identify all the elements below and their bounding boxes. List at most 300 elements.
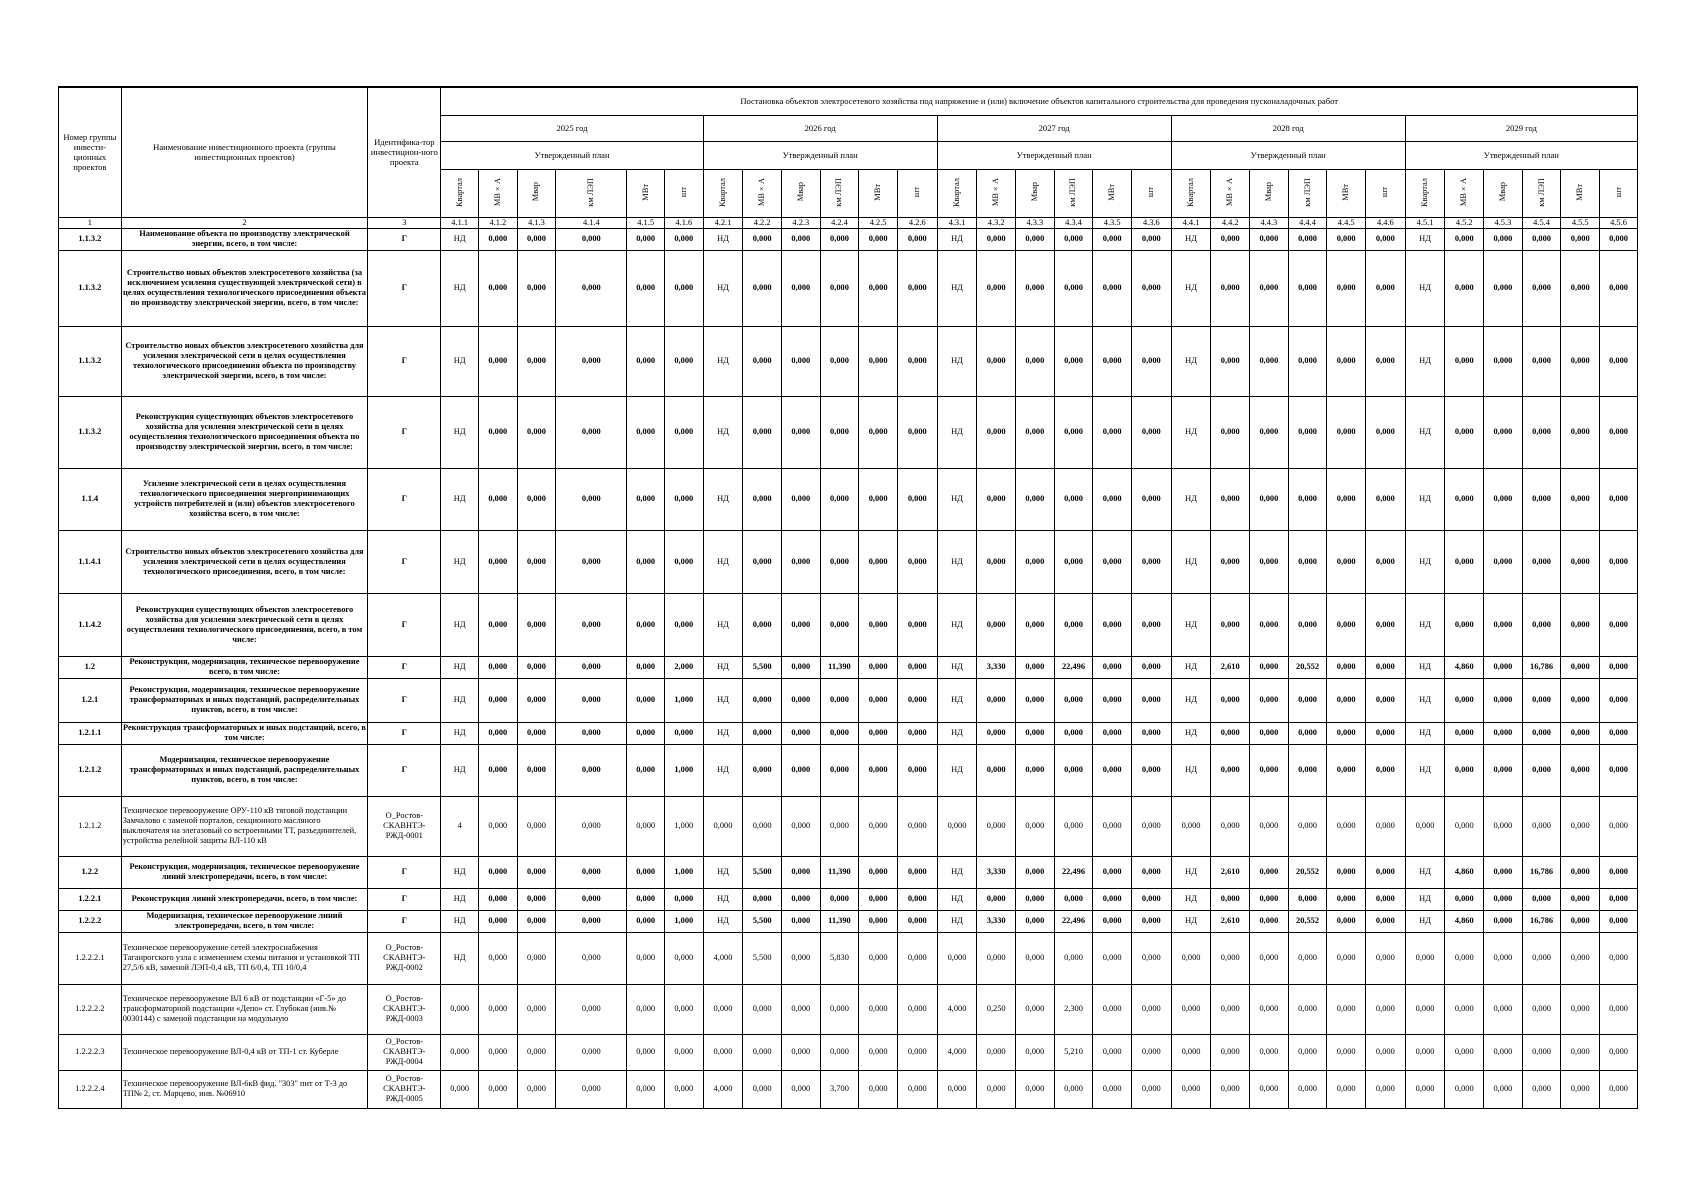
row-value: 0,000	[703, 796, 743, 856]
row-value: 0,000	[1016, 796, 1055, 856]
header-unit-label: МВт	[1107, 183, 1117, 201]
row-value: 0,000	[1054, 744, 1093, 796]
row-value: 0,000	[743, 678, 782, 722]
header-unit-1-0	[703, 169, 743, 217]
row-value: 0,000	[517, 530, 556, 593]
row-value: НД	[1171, 656, 1211, 678]
header-unit-label: МВ×А	[991, 177, 1001, 207]
row-value: 0,000	[859, 468, 898, 530]
row-value: 0,000	[664, 932, 703, 984]
row-value: 0,000	[1171, 984, 1211, 1034]
row-value: НД	[703, 910, 743, 932]
row-value: НД	[703, 744, 743, 796]
row-value: 0,000	[781, 1070, 820, 1108]
row-value: 0,000	[478, 678, 517, 722]
column-number: 4.5.3	[1484, 217, 1523, 228]
row-value: 4,000	[937, 1034, 977, 1070]
row-project-name: Реконструкция, модернизация, техническое перевооружение всего, в том числе:	[121, 656, 368, 678]
row-number: 1.2.2.2.1	[59, 932, 122, 984]
row-value: 0,000	[1561, 888, 1600, 910]
row-identifier: О_Ростов-СКАВНТЭ-РЖД-0001	[368, 796, 441, 856]
row-value: 0,000	[478, 396, 517, 468]
row-value: 0,000	[1093, 396, 1132, 468]
row-value: 0,000	[820, 796, 859, 856]
row-value: 20,552	[1288, 910, 1327, 932]
row-value: НД	[703, 396, 743, 468]
row-value: 0,000	[1484, 744, 1523, 796]
row-value: 0,000	[743, 250, 782, 326]
row-value: 0,000	[1093, 468, 1132, 530]
header-unit-label: Квартал	[717, 177, 727, 207]
row-value: 0,000	[1484, 326, 1523, 396]
row-value: НД	[937, 593, 977, 656]
row-value: 0,000	[1250, 888, 1289, 910]
header-unit-0-0	[441, 169, 479, 217]
row-value: НД	[441, 228, 479, 250]
row-value: НД	[441, 856, 479, 888]
row-value: 0,000	[664, 228, 703, 250]
row-value: 0,000	[1211, 984, 1250, 1034]
row-value: 0,000	[859, 326, 898, 396]
row-value: 0,000	[1484, 530, 1523, 593]
row-value: 2,610	[1211, 656, 1250, 678]
row-value: 0,000	[1093, 888, 1132, 910]
header-unit-2-0	[937, 169, 977, 217]
row-value: 0,000	[1327, 656, 1366, 678]
row-value: 0,000	[627, 326, 665, 396]
row-value: 1,000	[664, 856, 703, 888]
row-value: 0,000	[977, 678, 1016, 722]
row-value: 0,000	[859, 530, 898, 593]
header-unit-label: км ЛЭП	[586, 177, 596, 207]
row-value: 0,000	[627, 530, 665, 593]
column-number: 4.5.5	[1561, 217, 1600, 228]
column-number: 4.4.4	[1288, 217, 1327, 228]
row-value: 0,000	[1211, 396, 1250, 468]
row-value: 0,000	[859, 856, 898, 888]
row-value: 0,000	[859, 1034, 898, 1070]
row-value: 0,000	[1327, 910, 1366, 932]
row-value: 0,000	[1366, 744, 1406, 796]
column-number: 4.4.2	[1211, 217, 1250, 228]
row-value: 0,000	[556, 228, 627, 250]
column-number: 1	[59, 217, 122, 228]
row-value: 0,000	[1600, 593, 1638, 656]
row-value: 0,000	[556, 530, 627, 593]
investment-table-sheet	[58, 86, 1638, 1109]
row-project-name: Техническое перевооружение ВЛ-6кВ фид. "303" пит от Т-3 до ТП№ 2, ст. Марцево, инв. №06910	[121, 1070, 368, 1108]
row-identifier: Г	[368, 856, 441, 888]
row-value: 0,000	[1250, 250, 1289, 326]
header-unit-label: шт	[1146, 186, 1156, 198]
table-row	[59, 856, 1638, 888]
row-value: 0,000	[977, 1070, 1016, 1108]
row-value: 0,000	[664, 530, 703, 593]
row-value: 0,000	[1561, 530, 1600, 593]
table-row	[59, 888, 1638, 910]
row-value: 0,000	[627, 744, 665, 796]
row-value: 0,000	[478, 326, 517, 396]
row-value: 0,000	[1484, 250, 1523, 326]
row-value: 0,000	[517, 678, 556, 722]
row-value: 0,000	[1131, 678, 1171, 722]
row-value: 0,000	[1093, 228, 1132, 250]
row-value: 0,000	[627, 984, 665, 1034]
row-value: НД	[1405, 396, 1445, 468]
row-value: 2,000	[664, 656, 703, 678]
row-value: 0,000	[1016, 722, 1055, 744]
row-value: 0,000	[820, 593, 859, 656]
row-value: 0,000	[1016, 326, 1055, 396]
row-value: 4,000	[937, 984, 977, 1034]
row-value: 0,000	[1600, 250, 1638, 326]
row-value: 0,000	[1016, 396, 1055, 468]
row-value: 5,210	[1054, 1034, 1093, 1070]
row-value: 0,000	[781, 250, 820, 326]
table-row	[59, 396, 1638, 468]
header-unit-label: МВт	[1341, 183, 1351, 201]
row-value: 0,000	[820, 468, 859, 530]
table-row	[59, 250, 1638, 326]
row-value: 0,000	[743, 468, 782, 530]
row-value: НД	[1171, 722, 1211, 744]
row-value: 0,000	[517, 796, 556, 856]
column-number: 4.3.4	[1054, 217, 1093, 228]
row-value: 0,000	[441, 1070, 479, 1108]
row-value: 0,000	[859, 932, 898, 984]
row-value: 0,000	[478, 1034, 517, 1070]
column-number: 4.2.2	[743, 217, 782, 228]
row-value: НД	[1405, 856, 1445, 888]
row-value: 0,000	[1093, 910, 1132, 932]
row-value: 0,000	[977, 468, 1016, 530]
row-number: 1.1.4	[59, 468, 122, 530]
row-number: 1.2.2.2.2	[59, 984, 122, 1034]
row-value: 0,000	[1522, 796, 1561, 856]
row-value: 0,000	[664, 722, 703, 744]
row-value: 0,000	[1561, 856, 1600, 888]
table-row	[59, 530, 1638, 593]
row-project-name: Техническое перевооружение ОРУ-110 кВ тяговой подстанции Замчалово с заменой порталов, секционного масляного выключателя на элегазовый со встроенными ТТ, разъединителей, устройства релейной защиты ВЛ-110 кВ	[121, 796, 368, 856]
row-value: 0,000	[1561, 910, 1600, 932]
row-value: 0,000	[1405, 796, 1445, 856]
row-value: 0,000	[1250, 1070, 1289, 1108]
row-value: 0,000	[1327, 326, 1366, 396]
row-project-name: Строительство новых объектов электросетевого хозяйства для усиления электрической сети в целях осуществления технологического присоединения, всего, в том числе:	[121, 530, 368, 593]
row-number: 1.2.1.1	[59, 722, 122, 744]
row-value: 0,000	[1484, 228, 1523, 250]
row-value: 2,610	[1211, 910, 1250, 932]
header-unit-2-3	[1054, 169, 1093, 217]
row-value: 0,000	[1131, 744, 1171, 796]
row-value: 0,000	[820, 744, 859, 796]
row-value: 0,000	[478, 744, 517, 796]
header-unit-label: МВ×А	[1225, 177, 1235, 207]
row-project-name: Реконструкция существующих объектов электросетевого хозяйства для усиления электрической сети в целях осуществления технологического присоединения объекта по производству электрической энергии, всего, в том числе:	[121, 396, 368, 468]
row-value: 0,250	[977, 984, 1016, 1034]
row-value: 0,000	[1366, 910, 1406, 932]
row-number: 1.2.2.1	[59, 888, 122, 910]
row-value: 0,000	[1484, 722, 1523, 744]
row-value: 0,000	[1131, 1034, 1171, 1070]
row-value: 4,860	[1445, 856, 1484, 888]
row-value: 0,000	[859, 250, 898, 326]
header-year-3: 2028 год	[1171, 115, 1405, 141]
row-value: 0,000	[627, 228, 665, 250]
row-value: 0,000	[1445, 468, 1484, 530]
row-value: 0,000	[897, 1034, 937, 1070]
row-value: 0,000	[1484, 932, 1523, 984]
row-value: НД	[1171, 856, 1211, 888]
row-value: 0,000	[1250, 396, 1289, 468]
row-value: 0,000	[977, 593, 1016, 656]
table-row	[59, 744, 1638, 796]
row-value: 0,000	[897, 910, 937, 932]
header-unit-label: Мвар	[531, 182, 541, 202]
row-value: НД	[1171, 468, 1211, 530]
row-value: 0,000	[1211, 1034, 1250, 1070]
header-unit-3-3	[1288, 169, 1327, 217]
header-unit-0-1	[478, 169, 517, 217]
row-value: НД	[441, 744, 479, 796]
row-value: НД	[1171, 326, 1211, 396]
row-number: 1.2.1	[59, 678, 122, 722]
row-value: 0,000	[1054, 932, 1093, 984]
row-value: НД	[703, 530, 743, 593]
header-main-title: Постановка объектов электросетевого хозяйства под напряжение и (или) включение объектов капитального строительства для проведения пусконаладочных работ	[441, 87, 1638, 115]
row-identifier: Г	[368, 593, 441, 656]
column-number: 4.1.4	[556, 217, 627, 228]
row-value: 0,000	[517, 856, 556, 888]
row-value: 0,000	[517, 722, 556, 744]
row-value: 0,000	[977, 744, 1016, 796]
row-value: 0,000	[743, 396, 782, 468]
row-identifier: Г	[368, 530, 441, 593]
row-value: 0,000	[1600, 1070, 1638, 1108]
header-year-2: 2027 год	[937, 115, 1171, 141]
row-value: 0,000	[781, 396, 820, 468]
row-number: 1.2	[59, 656, 122, 678]
header-unit-label: шт	[1380, 186, 1390, 198]
row-value: НД	[1171, 228, 1211, 250]
row-value: 0,000	[897, 228, 937, 250]
row-project-name: Реконструкция линий электропередачи, всего, в том числе:	[121, 888, 368, 910]
column-number: 3	[368, 217, 441, 228]
row-value: 0,000	[1484, 1070, 1523, 1108]
row-value: 0,000	[1366, 326, 1406, 396]
header-unit-label: МВ×А	[757, 177, 767, 207]
row-value: 0,000	[1250, 984, 1289, 1034]
row-value: 0,000	[556, 678, 627, 722]
header-unit-2-4	[1093, 169, 1132, 217]
row-value: 0,000	[1327, 593, 1366, 656]
row-value: 0,000	[1561, 796, 1600, 856]
row-value: 0,000	[556, 396, 627, 468]
row-value: 0,000	[1054, 722, 1093, 744]
row-value: 0,000	[1522, 888, 1561, 910]
row-value: 0,000	[1288, 678, 1327, 722]
column-number-row	[59, 217, 1638, 228]
row-value: НД	[1171, 396, 1211, 468]
row-value: 0,000	[627, 1070, 665, 1108]
row-value: 0,000	[1288, 1034, 1327, 1070]
row-value: 0,000	[977, 1034, 1016, 1070]
row-value: НД	[703, 722, 743, 744]
row-value: НД	[441, 722, 479, 744]
row-value: 0,000	[1366, 796, 1406, 856]
header-unit-label: шт	[1613, 186, 1623, 198]
row-value: 0,000	[781, 888, 820, 910]
row-value: 0,000	[1211, 744, 1250, 796]
row-value: 0,000	[1288, 396, 1327, 468]
column-number: 4.3.6	[1131, 217, 1171, 228]
row-value: 0,000	[1366, 722, 1406, 744]
row-value: 0,000	[1445, 984, 1484, 1034]
row-value: 0,000	[859, 888, 898, 910]
column-number: 4.5.6	[1600, 217, 1638, 228]
header-unit-2-5	[1131, 169, 1171, 217]
row-value: 0,000	[478, 656, 517, 678]
row-value: 0,000	[1171, 932, 1211, 984]
row-value: 0,000	[1600, 396, 1638, 468]
row-value: 0,000	[1561, 1070, 1600, 1108]
row-value: 0,000	[1211, 932, 1250, 984]
row-value: 0,000	[517, 932, 556, 984]
row-value: 0,000	[897, 326, 937, 396]
header-unit-label: км ЛЭП	[1302, 177, 1312, 207]
row-value: НД	[937, 744, 977, 796]
row-identifier: Г	[368, 326, 441, 396]
row-value: 0,000	[1600, 468, 1638, 530]
row-value: 0,000	[781, 910, 820, 932]
row-value: 0,000	[664, 1034, 703, 1070]
row-value: 0,000	[1211, 326, 1250, 396]
row-value: 0,000	[664, 593, 703, 656]
row-value: 0,000	[1484, 678, 1523, 722]
row-value: 1,000	[664, 744, 703, 796]
row-value: 0,000	[1093, 593, 1132, 656]
row-value: НД	[703, 678, 743, 722]
row-value: 0,000	[1250, 678, 1289, 722]
header-unit-label: Мвар	[1497, 182, 1507, 202]
row-value: 0,000	[1171, 1070, 1211, 1108]
row-value: 0,000	[743, 888, 782, 910]
row-value: 20,552	[1288, 656, 1327, 678]
row-value: 0,000	[1250, 796, 1289, 856]
row-value: 0,000	[478, 856, 517, 888]
row-value: 0,000	[627, 468, 665, 530]
header-year-0: 2025 год	[441, 115, 703, 141]
row-value: 0,000	[977, 396, 1016, 468]
row-value: 0,000	[859, 910, 898, 932]
row-value: 0,000	[1484, 888, 1523, 910]
row-value: 0,000	[1131, 932, 1171, 984]
row-value: 0,000	[1016, 984, 1055, 1034]
row-value: 0,000	[897, 678, 937, 722]
row-value: НД	[937, 530, 977, 593]
row-value: 0,000	[1131, 910, 1171, 932]
row-value: 0,000	[664, 984, 703, 1034]
row-value: 0,000	[1171, 1034, 1211, 1070]
row-value: 0,000	[1366, 468, 1406, 530]
row-value: 20,552	[1288, 856, 1327, 888]
row-project-name: Реконструкция трансформаторных и иных подстанций, всего, в том числе:	[122, 723, 366, 742]
header-project-name: Наименование инвестиционного проекта (группы инвестиционных проектов)	[121, 87, 368, 217]
header-unit-label: шт	[912, 186, 922, 198]
column-number: 4.3.5	[1093, 217, 1132, 228]
row-value: 0,000	[556, 250, 627, 326]
row-value: 0,000	[478, 593, 517, 656]
column-number: 4.2.6	[897, 217, 937, 228]
header-unit-4-1	[1445, 169, 1484, 217]
row-value: 0,000	[781, 744, 820, 796]
header-unit-3-0	[1171, 169, 1211, 217]
row-value: НД	[937, 468, 977, 530]
row-value: НД	[441, 326, 479, 396]
row-value: 0,000	[1522, 396, 1561, 468]
header-unit-label: Мвар	[795, 182, 805, 202]
row-value: 0,000	[478, 722, 517, 744]
row-value: 3,330	[977, 656, 1016, 678]
row-value: 0,000	[859, 744, 898, 796]
row-value: 0,000	[1093, 656, 1132, 678]
row-value: 0,000	[1016, 856, 1055, 888]
row-value: 0,000	[1250, 722, 1289, 744]
row-value: НД	[1171, 888, 1211, 910]
row-value: 0,000	[1131, 656, 1171, 678]
row-value: НД	[1405, 678, 1445, 722]
row-value: 0,000	[1366, 250, 1406, 326]
row-value: 0,000	[820, 1034, 859, 1070]
row-value: 0,000	[1131, 396, 1171, 468]
column-number: 4.3.1	[937, 217, 977, 228]
header-unit-4-3	[1522, 169, 1561, 217]
row-identifier: Г	[368, 228, 441, 250]
row-value: 0,000	[1600, 888, 1638, 910]
row-value: 0,000	[937, 932, 977, 984]
row-value: 0,000	[781, 796, 820, 856]
row-value: 0,000	[1484, 656, 1523, 678]
row-value: 0,000	[743, 326, 782, 396]
row-value: 2,610	[1211, 856, 1250, 888]
row-value: 0,000	[1250, 656, 1289, 678]
row-number: 1.1.4.2	[59, 593, 122, 656]
row-value: 0,000	[859, 722, 898, 744]
row-value: 0,000	[1445, 722, 1484, 744]
row-value: 0,000	[1016, 530, 1055, 593]
row-value: 0,000	[820, 722, 859, 744]
row-value: 0,000	[977, 932, 1016, 984]
row-project-name: Техническое перевооружение сетей электроснабжения Таганрогского узла с изменением схемы питания и установкой ТП 27,5/6 кВ, заменой ЛЭП-0,4 кВ, ТП 6/0,4, ТП 10/0,4	[121, 932, 368, 984]
row-value: 0,000	[517, 468, 556, 530]
row-value: 0,000	[781, 722, 820, 744]
row-value: 0,000	[517, 744, 556, 796]
row-value: 0,000	[1366, 1070, 1406, 1108]
row-value: НД	[703, 228, 743, 250]
row-value: 0,000	[1211, 1070, 1250, 1108]
header-unit-label: МВ×А	[1459, 177, 1469, 207]
row-value: 0,000	[1093, 326, 1132, 396]
row-value: 0,000	[897, 468, 937, 530]
row-value: 0,000	[1561, 468, 1600, 530]
row-value: 0,000	[1600, 656, 1638, 678]
row-value: 0,000	[1600, 796, 1638, 856]
row-value: 3,700	[820, 1070, 859, 1108]
row-value: 0,000	[1093, 744, 1132, 796]
investment-program-table	[58, 86, 1638, 1109]
row-value: НД	[441, 910, 479, 932]
row-value: 0,000	[1445, 678, 1484, 722]
